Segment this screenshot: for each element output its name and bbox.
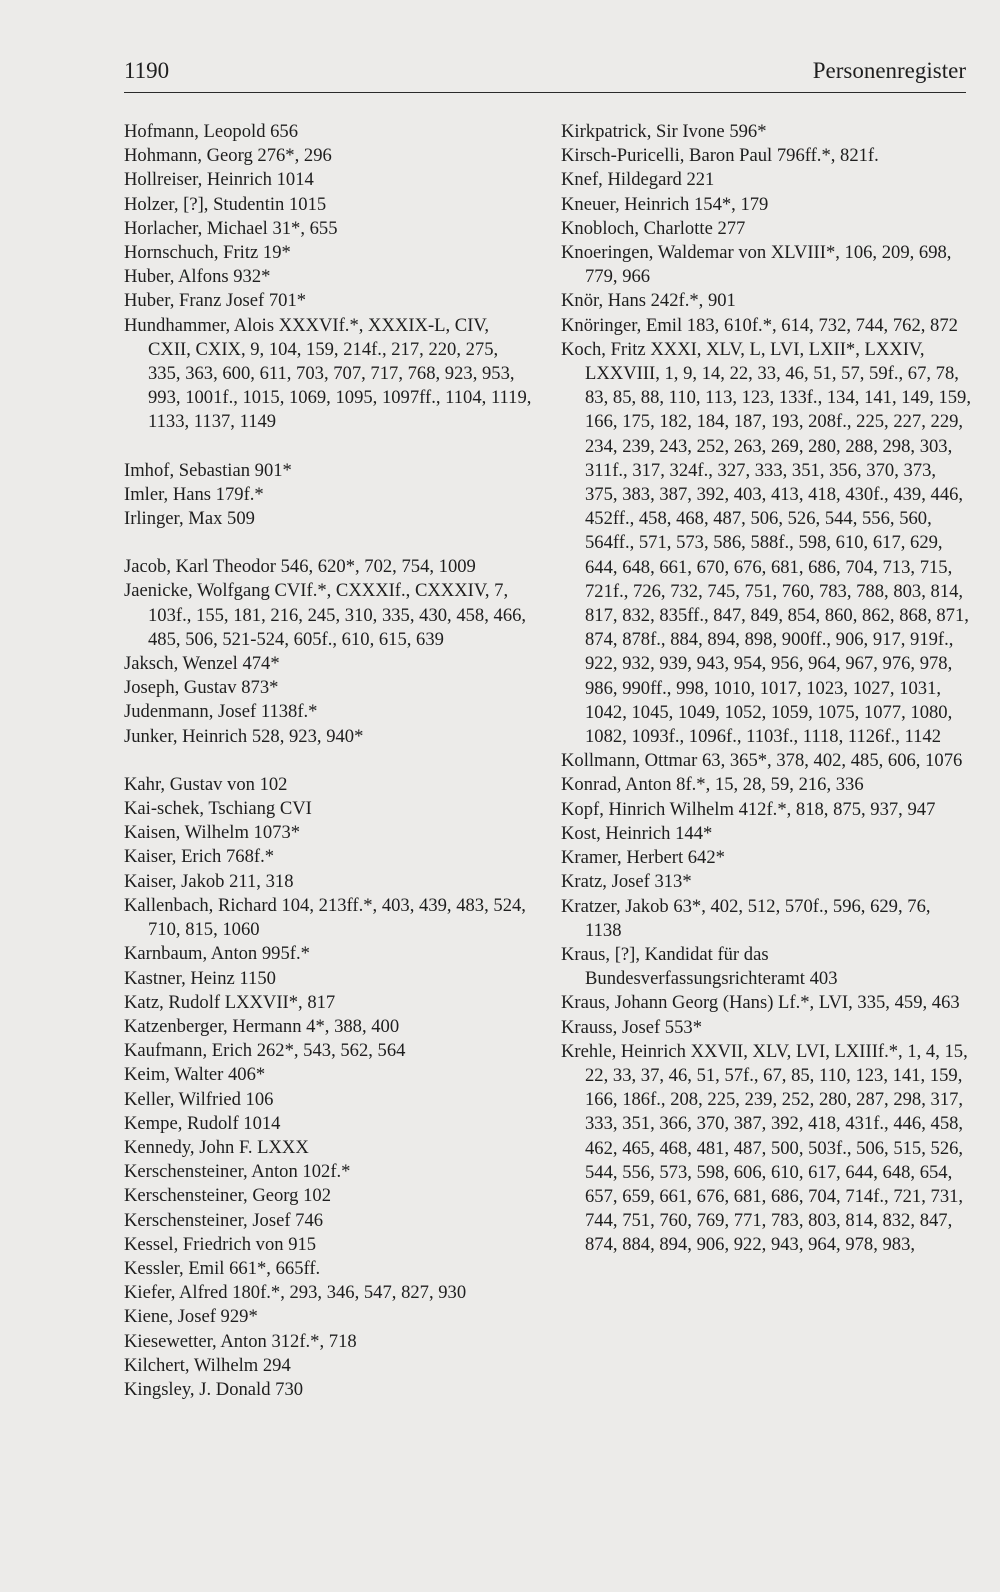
index-entry: Huber, Franz Josef 701*: [124, 290, 307, 312]
index-entry: Knör, Hans 242f.*, 901: [561, 290, 736, 312]
index-entry: Kennedy, John F. LXXX: [124, 1136, 309, 1158]
index-entry: Imler, Hans 179f.*: [124, 483, 264, 505]
index-entry: Kollmann, Ottmar 63, 365*, 378, 402, 485, 606, 1076: [561, 750, 963, 772]
index-entry: Katzenberger, Hermann 4*, 388, 400: [124, 1015, 400, 1037]
index-entry: Kessel, Friedrich von 915: [124, 1233, 317, 1255]
index-entry: Jacob, Karl Theodor 546, 620*, 702, 754, 1009: [124, 556, 476, 578]
index-entry: Kramer, Herbert 642*: [561, 847, 725, 869]
index-entry: Kneuer, Heinrich 154*, 179: [561, 193, 769, 215]
index-entry: Joseph, Gustav 873*: [124, 677, 279, 699]
index-entry: Knoeringen, Waldemar von XLVIII*, 106, 209, 698, 779, 966: [561, 242, 952, 288]
index-entry: Kerschensteiner, Anton 102f.*: [124, 1161, 351, 1183]
index-entry: Jaenicke, Wolfgang CVIf.*, CXXXIf., CXXXIV, 7, 103f., 155, 181, 216, 245, 310, 335, 430, 458, 466, 485, 506, 521-524, 605f., 610, 615, 639: [124, 580, 527, 650]
index-entry: Holzer, [?], Studentin 1015: [124, 193, 327, 215]
index-entry: Knöringer, Emil 183, 610f.*, 614, 732, 744, 762, 872: [561, 314, 958, 336]
letter-group-gap: [124, 435, 534, 459]
index-entry: Katz, Rudolf LXXVII*, 817: [124, 991, 336, 1013]
index-entry: Kost, Heinrich 144*: [561, 822, 713, 844]
index-entry: Jaksch, Wenzel 474*: [124, 653, 280, 675]
index-entry: Kraus, [?], Kandidat für das Bundesverfassungsrichteramt 403: [561, 943, 838, 990]
index-entry: Keim, Walter 406*: [124, 1064, 266, 1086]
index-entry: Kerschensteiner, Georg 102: [124, 1185, 331, 1207]
index-entry: Keller, Wilfried 106: [124, 1088, 274, 1110]
index-entry: Kastner, Heinz 1150: [124, 967, 276, 989]
index-column-left: [124, 120, 534, 1402]
index-entry: Kilchert, Wilhelm 294: [124, 1354, 291, 1376]
letter-group-gap: [124, 531, 534, 555]
index-entry: Kiefer, Alfred 180f.*, 293, 346, 547, 827, 930: [124, 1282, 467, 1304]
letter-group-gap: [124, 749, 534, 773]
index-entry: Horlacher, Michael 31*, 655: [124, 217, 338, 239]
index-entry: Kiesewetter, Anton 312f.*, 718: [124, 1330, 357, 1352]
index-entry: Kai-schek, Tschiang CVI: [124, 798, 312, 820]
index-entry: Kiene, Josef 929*: [124, 1306, 258, 1328]
index-entry: Kessler, Emil 661*, 665ff.: [124, 1257, 321, 1279]
index-entry: Knef, Hildegard 221: [561, 169, 715, 191]
index-entry: Huber, Alfons 932*: [124, 266, 271, 288]
index-entry: Kempe, Rudolf 1014: [124, 1112, 281, 1134]
index-entry: Konrad, Anton 8f.*, 15, 28, 59, 216, 336: [561, 774, 864, 796]
index-entry: Karnbaum, Anton 995f.*: [124, 943, 310, 965]
index-entry: Kraus, Johann Georg (Hans) Lf.*, LVI, 335, 459, 463: [561, 992, 960, 1014]
index-entry: Koch, Fritz XXXI, XLV, L, LVI, LXII*, LXXIV, LXXVIII, 1, 9, 14, 22, 33, 46, 51, 57, 59f., 67, 78, 83, 85, 88, 110, 113, 123, 133f., 134, 141, 149, 159, 166, 175, 182, 184, 187, 193, 208f., 225, 227, 229, 234, 239, 243, 252, 263, 269, 280, 288, 298, 303, 311f., 317, 324f., 327, 333, 351, 356, 370, 373, 375, 383, 387, 392, 403, 413, 418, 430f., 439, 446, 452ff., 458, 468, 487, 506, 526, 544, 556, 560, 564ff., 571, 573, 586, 588f., 598, 610, 617, 629, 644, 648, 661, 670, 676, 681, 686, 704, 713, 715, 721f., 726, 732, 745, 751, 760, 783, 788, 803, 814, 817, 832, 835ff., 847, 849, 854, 860, 862, 868, 871, 874, 878f., 884, 894, 898, 900ff., 906, 917, 919f., 922, 932, 939, 943, 954, 956, 964, 967, 976, 978, 986, 990ff., 998, 1010, 1017, 1023, 1027, 1031, 1042, 1045, 1049, 1052, 1059, 1075, 1077, 1080, 1082, 1093f., 1096f., 1103f., 1118, 1126f., 1142: [561, 338, 971, 748]
index-entry: Kaiser, Erich 768f.*: [124, 846, 275, 868]
index-entry: Kallenbach, Richard 104, 213ff.*, 403, 439, 483, 524, 710, 815, 1060: [124, 894, 526, 941]
index-entry: Kingsley, J. Donald 730: [124, 1378, 304, 1400]
index-entry: Kaiser, Jakob 211, 318: [124, 870, 294, 892]
index-entry: Hornschuch, Fritz 19*: [124, 242, 291, 264]
index-entry: Kahr, Gustav von 102: [124, 773, 288, 795]
index-entry: Kirsch-Puricelli, Baron Paul 796ff.*, 821f.: [561, 145, 879, 167]
index-entry: Hollreiser, Heinrich 1014: [124, 169, 314, 191]
page-number: 1190: [124, 58, 170, 83]
index-entry: Kerschensteiner, Josef 746: [124, 1209, 324, 1231]
index-entry: Kaisen, Wilhelm 1073*: [124, 822, 301, 844]
index-entry: Kopf, Hinrich Wilhelm 412f.*, 818, 875, 937, 947: [561, 798, 936, 820]
index-entry: Hofmann, Leopold 656: [124, 121, 299, 142]
index-entry: Hundhammer, Alois XXXVIf.*, XXXIX-L, CIV, CXII, CXIX, 9, 104, 159, 214f., 217, 220, 275, 335, 363, 600, 611, 703, 707, 717, 768, 923, 953, 993, 1001f., 1015, 1069, 1095, 1097ff., 1104, 1119, 1133, 1137, 1149: [124, 314, 532, 433]
index-entry: Knobloch, Charlotte 277: [561, 217, 746, 239]
index-entry: Kaufmann, Erich 262*, 543, 562, 564: [124, 1040, 406, 1062]
index-entry: Judenmann, Josef 1138f.*: [124, 701, 318, 723]
index-entry: Irlinger, Max 509: [124, 508, 255, 530]
index-entry: Imhof, Sebastian 901*: [124, 459, 292, 481]
running-title: Personenregister: [812, 58, 966, 83]
index-entry: Junker, Heinrich 528, 923, 940*: [124, 725, 364, 747]
index-entry: Kirkpatrick, Sir Ivone 596*: [561, 121, 767, 142]
index-entry: Krehle, Heinrich XXVII, XLV, LVI, LXIIIf.*, 1, 4, 15, 22, 33, 37, 46, 51, 57f., 67, 85, 110, 123, 141, 159, 166, 186f., 208, 225, 239, 252, 280, 287, 298, 317, 333, 351, 366, 370, 387, 392, 418, 431f., 446, 458, 462, 465, 468, 481, 487, 500, 503f., 506, 515, 526, 544, 556, 573, 598, 606, 610, 617, 644, 648, 654, 657, 659, 661, 676, 681, 686, 704, 714f., 721, 731, 744, 751, 760, 769, 771, 783, 803, 814, 832, 847, 874, 884, 894, 906, 922, 943, 964, 978, 983,: [561, 1040, 968, 1256]
page-header: [124, 52, 966, 93]
index-column-right: [561, 120, 971, 1258]
index-entry: Kratzer, Jakob 63*, 402, 512, 570f., 596, 629, 76, 1138: [561, 895, 931, 941]
index-entry: Krauss, Josef 553*: [561, 1016, 702, 1038]
index-entry: Kratz, Josef 313*: [561, 871, 692, 893]
index-entry: Hohmann, Georg 276*, 296: [124, 145, 332, 167]
